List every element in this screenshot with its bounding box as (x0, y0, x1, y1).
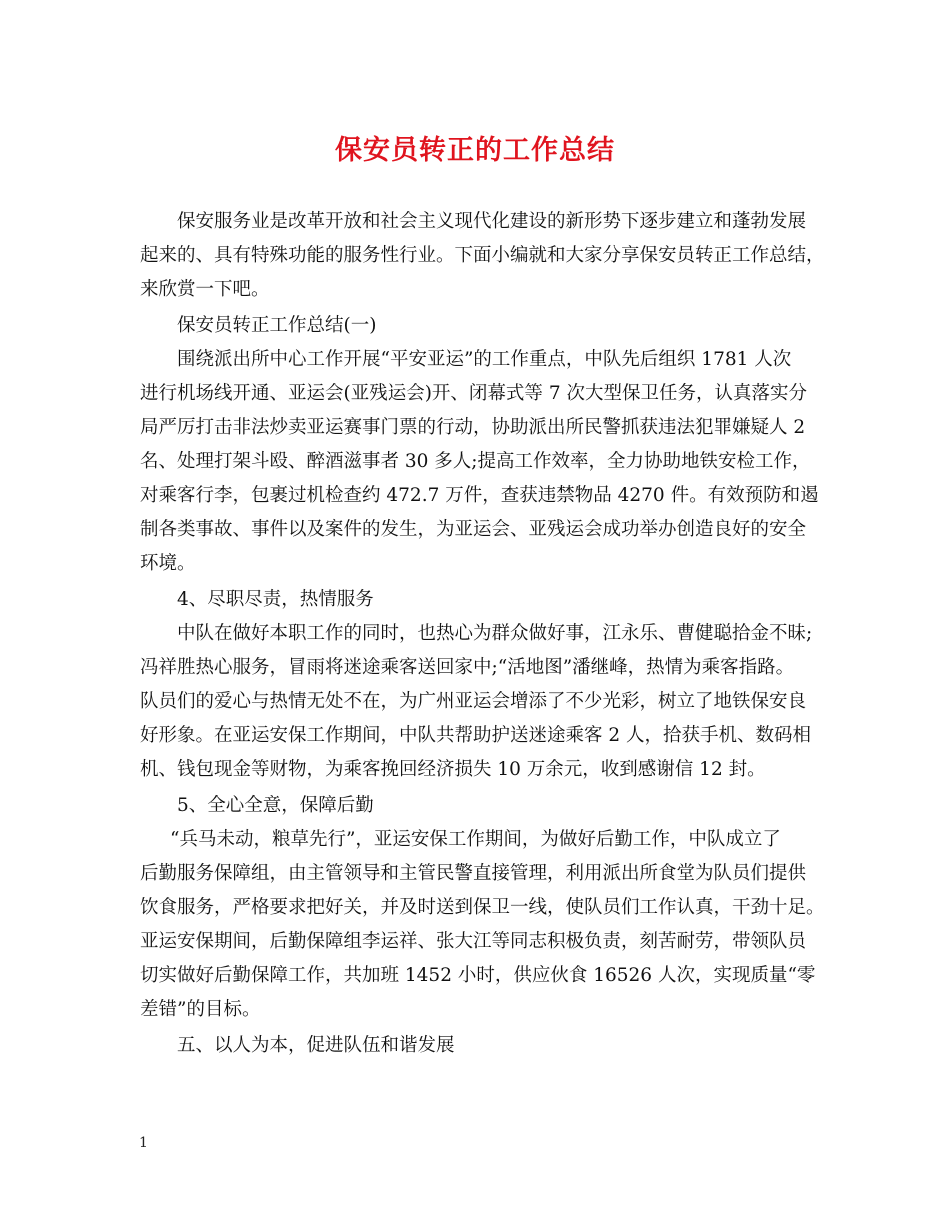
section-heading: 5、全心全意，保障后勤 (177, 795, 374, 816)
paragraph-line: 局严厉打击非法炒卖亚运赛事门票的行动，协助派出所民警抓获违法犯罪嫌疑人 2 (140, 417, 806, 438)
paragraph-line: 环境。 (140, 553, 196, 574)
paragraph-line: 机、钱包现金等财物，为乘客挽回经济损失 10 万余元，收到感谢信 12 封。 (140, 759, 766, 780)
paragraph-line: 名、处理打架斗殴、醉酒滋事者 30 多人;提高工作效率，全力协助地铁安检工作， (140, 451, 811, 472)
paragraph-line: 制各类事故、事件以及案件的发生，为亚运会、亚残运会成功举办创造良好的安全 (140, 519, 807, 540)
paragraph-line: 差错”的目标。 (140, 999, 261, 1020)
paragraph-line: 后勤服务保障组，由主管领导和主管民警直接管理，利用派出所食堂为队员们提供 (140, 863, 807, 884)
paragraph-line: 队员们的爱心与热情无处不在，为广州亚运会增添了不少光彩，树立了地铁保安良 (140, 691, 807, 712)
paragraph-line: 好形象。在亚运安保工作期间，中队共帮助护送迷途乘客 2 人，拾获手机、数码相 (140, 725, 812, 746)
paragraph-line: 保安服务业是改革开放和社会主义现代化建设的新形势下逐步建立和蓬勃发展 (177, 211, 807, 232)
paragraph-line: 冯祥胜热心服务，冒雨将迷途乘客送回家中;“活地图”潘继峰，热情为乘客指路。 (140, 657, 795, 678)
paragraph-line: 切实做好后勤保障工作，共加班 1452 小时，供应伙食 16526 人次，实现质量“零 (140, 965, 816, 986)
paragraph-line: 围绕派出所中心工作开展“平安亚运”的工作重点，中队先后组织 1781 人次 (177, 349, 792, 370)
paragraph-line: 对乘客行李，包裹过机检查约 472.7 万件，查获违禁物品 4270 件。有效预防和遏 (140, 485, 819, 506)
paragraph-line: “兵马未动，粮草先行”，亚运安保工作期间，为做好后勤工作，中队成立了 (170, 829, 781, 850)
page-number: 1 (139, 1135, 148, 1151)
paragraph-line: 饮食服务，严格要求把好关，并及时送到保卫一线，使队员们工作认真，干劲十足。 (140, 897, 825, 918)
paragraph-line: 进行机场线开通、亚运会(亚残运会)开、闭幕式等 7 次大型保卫任务，认真落实分 (140, 383, 807, 404)
paragraph-line: 中队在做好本职工作的同时，也热心为群众做好事，江永乐、曹健聪拾金不昧; (177, 623, 813, 644)
section-heading: 五、以人为本，促进队伍和谐发展 (177, 1035, 455, 1056)
paragraph-line: 亚运安保期间，后勤保障组李运祥、张大江等同志积极负责，刻苦耐劳，带领队员 (140, 931, 807, 952)
section-heading: 4、尽职尽责，热情服务 (177, 589, 374, 610)
paragraph-line: 来欣赏一下吧。 (140, 279, 270, 300)
paragraph-line: 起来的、具有特殊功能的服务性行业。下面小编就和大家分享保安员转正工作总结， (140, 245, 825, 266)
document-title: 保安员转正的工作总结 (335, 135, 615, 166)
section-heading: 保安员转正工作总结(一) (177, 315, 377, 336)
document-body (140, 205, 825, 1063)
